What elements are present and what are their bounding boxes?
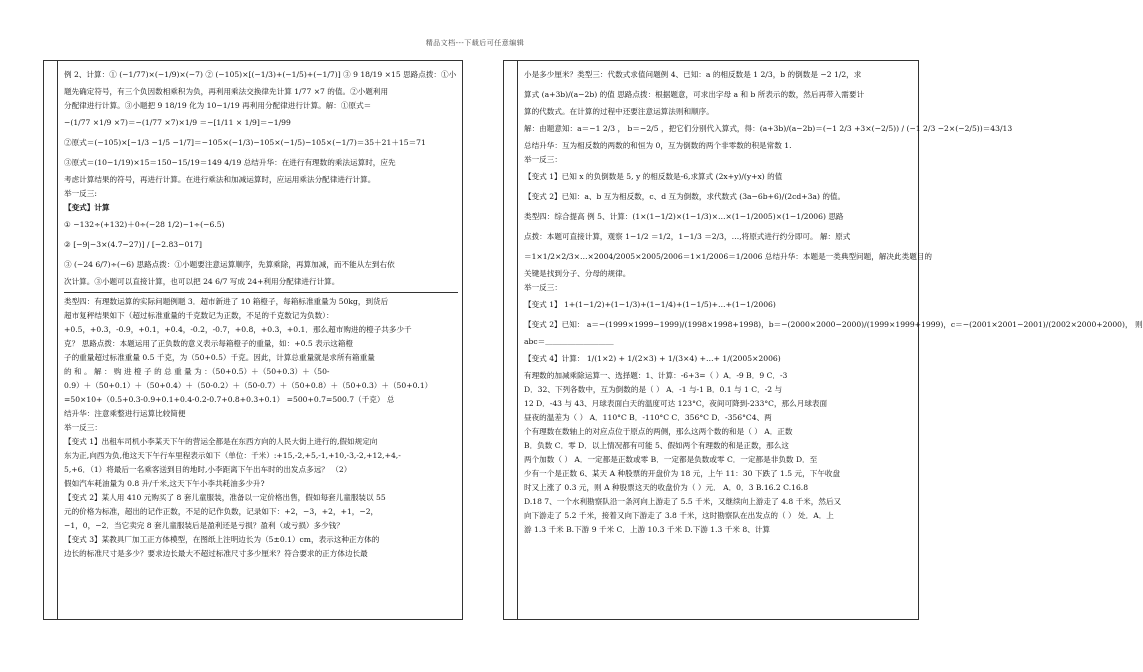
text-line: 解：由题意知：a＝−1 2/3 ， b＝−2/5 ，把它们分别代入算式，得：(a+3b)/(a−2b)＝(−1 2/3 +3×(−2/5)) / (−1 2/3 −2×(−2/5))＝43/13 xyxy=(524,124,1013,133)
text-line: abc＝＿＿＿＿＿＿＿＿＿ xyxy=(524,337,614,346)
text-line: ②原式＝(−105)×[−1/3 −1/5 −1/7]＝−105×(−1/3)−105×(−1/5)−105×(−1/7)＝35＋21＋15＝71 xyxy=(64,138,426,147)
text-line: 举一反三： xyxy=(64,423,102,432)
text-line: 总结升华：互为相反数的两数的和恒为 0，互为倒数的两个非零数的积是常数 1. xyxy=(524,141,792,150)
text-line: 游 1.3 千米 B.下游 9 千米 C．上游 10.3 千米 D.下游 1.3 千米 8、计算 xyxy=(524,525,771,534)
text-line: −1，0，−2．当它卖完 8 套儿童服装后是盈利还是亏损？盈利（或亏损）多少钱？ xyxy=(64,521,344,530)
text-line: 类型四：综合提高 例 5、计算：(1×(1−1/2)×(1−1/3)×…×(1−1/2005)×(1−1/2006) 思路 xyxy=(524,212,844,221)
text-line: 5,+6．（1）将最后一名乘客送到目的地时,小李距离下午出车时的出发点多远？ （2） xyxy=(64,465,352,474)
text-line: =50×10+（0.5+0.3-0.9+0.1+0.4-0.2-0.7+0.8+0.3+0.1） =500+0.7=500.7（千克） 总 xyxy=(64,395,395,404)
text-line: 例 2、计算：① (−1/77)×(−1/9)×(−7) ② (−105)×[(−1/3)+(−1/5)+(−1/7)] ③ 9 18/19 ×15 思路点拨：①小 xyxy=(64,70,457,79)
right-page xyxy=(503,60,1143,620)
text-line: 东为正,向西为负,他这天下午行车里程表示如下（单位：千米）:+15,-2,+5,-1,+10,-3,-2,+12,+4,- xyxy=(64,451,401,460)
text-line: 两个加数（ ） A．一定都是正数或零 B．一定都是负数或零 C．一定都是非负数 D．至 xyxy=(524,455,818,464)
text-line: 小是多少厘米？类型三：代数式求值问题例 4、已知：a 的相反数是 1 2/3，b 的倒数是 −2 1/2，求 xyxy=(524,70,862,79)
text-line: 0.9）＋（50+0.1）＋（50+0.4）＋（50-0.2）＋（50-0.7）＋（50+0.8）＋（50+0.3）＋（50+0.1） xyxy=(64,381,433,390)
text-line: 超市复秤结果如下（超过标准重量的千克数记为正数，不足的千克数记为负数）： xyxy=(64,311,334,320)
text-line: 结升华：注意乘整进行运算比较简便 xyxy=(64,409,186,418)
text-line: 【变式 2】某人用 410 元购买了 8 套儿童服装，准备以一定价格出售，假如每套儿童服装以 55 xyxy=(64,493,386,502)
text-line: 子的重量超过标准重量 0.5 千克，为（50+0.5）千克。因此，计算总重量就是求所有箱重量 xyxy=(64,353,375,362)
text-line: 边长的标准尺寸是多少？要求边长最大不超过标准尺寸多少厘米？符合要求的正方体边长最 xyxy=(64,549,368,558)
text-line: 算的代数式。在计算的过程中还要注意运算法则和顺序。 xyxy=(524,107,714,116)
text-line: 算式 (a+3b)/(a−2b) 的值 思路点拨：根据题意，可求出字母 a 和 b 所表示的数，然后再带入需要计 xyxy=(524,90,865,99)
text-line: 【变式 1】 1+(1−1/2)+(1−1/3)+(1−1/4)+(1−1/5)+…+(1−1/2006) xyxy=(524,300,776,309)
text-line: 有理数的加减乘除运算一、选择题：1、计算：-6+3=（ ）A．-9 B．9 C．-3 xyxy=(524,371,788,380)
text-line: 假如汽车耗油量为 0.8 升/千米,这天下午小李共耗油多少升? xyxy=(64,479,265,488)
text-line: −(1/77 ×1/9 ×7)＝−(1/77 ×7)×1/9 ＝−[1/11 × 1/9]＝−1/99 xyxy=(64,118,291,127)
page-header: 精品文档---下载后可任意编辑 xyxy=(425,39,525,47)
text-line: 考虑计算结果的符号，再进行计算。在进行乘法和加减运算时，应运用乘法分配律进行计算。 xyxy=(64,175,376,184)
text-line: 少有一个是正数 6、某天 A 种股票的开盘价为 18 元，上午 11：30 下跌了 1.5 元，下午收盘 xyxy=(524,469,841,478)
text-line: 向下游走了 5.2 千米，接着又向下游走了 3.8 千米，这时勘察队在出发点的（ ） 处．A．上 xyxy=(524,511,834,520)
text-line: ② [−9|−3×(4.7−27)] / [−2.83−017] xyxy=(64,240,202,249)
text-line: 元的价格为标准，超出的记作正数，不足的记作负数，记录如下：+2，−3，+2，+1，−2， xyxy=(64,507,379,516)
text-line: 时又上涨了 0.3 元，则 A 种股票这天的收盘价为（ ）元． A．0．3 B.16.2 C.16.8 xyxy=(524,483,809,492)
text-line: 【变式 2】已知： a＝−(1999×1999−1999)/(1998×1998+1998)，b＝−(2000×2000−2000)/(1999×1999+1999)，c＝−(2001×2001−2001)/(2002×2000+2000)， 则 xyxy=(524,320,1143,329)
text-line: ③ (−24 6/7)÷(−6) 思路点拨：①小题要注意运算顺序，先算乘除，再算加减，而不能从左到右依 xyxy=(64,260,395,269)
section-divider xyxy=(64,292,458,293)
text-line: 个有理数在数轴上的对应点位于原点的两侧，那么这两个数的和是（ ） A．正数 xyxy=(524,427,793,436)
text-line: 的 和 。 解 ： 购 进 橙 子 的 总 重 量 为 ：（50+0.5）＋（50+0.3）＋（50- xyxy=(64,367,330,376)
text-line: 【变式 2】已知：a、b 互为相反数，c、d 互为倒数，求代数式 (3a−6b+6)/(2cd+3a) 的值。 xyxy=(524,192,846,201)
text-line: 举一反三： xyxy=(524,155,562,164)
left-page xyxy=(43,60,463,620)
text-line: 题先确定符号，有三个负因数相乘积为负，再利用乘法交换律先计算 1/77 ×7 的值。②小题利用 xyxy=(64,87,389,96)
binding-margin xyxy=(44,61,58,619)
text-line: 12 D．-43 与 43、月球表面白天的温度可达 123°C，夜间可降到-233°C，那么月球表面 xyxy=(524,399,828,408)
text-line: 昼夜的温差为（ ） A．110°C B．-110°C C．356°C D．-356°C4、两 xyxy=(524,413,772,422)
text-line: 【变式 3】某教具厂加工正方体模型，在图纸上注明边长为（5±0.1）cm，表示这种正方体的 xyxy=(64,535,380,544)
text-line: ＝1×1/2×2/3×…×2004/2005×2005/2006＝1×1/2006＝1/2006 总结升华：本题是一类典型问题，解决此类题目的 xyxy=(524,252,932,261)
text-line: ① −132÷(+132)＋0÷(−28 1/2)−1÷(−6.5) xyxy=(64,220,225,229)
left-page-content xyxy=(64,65,458,617)
text-line: +0.5，+0.3，-0.9，+0.1，+0.4，-0.2，-0.7，+0.8，+0.3，+0.1．那么超市购进的橙子共多少千 xyxy=(64,325,412,334)
text-line: 举一反三： xyxy=(524,283,562,292)
text-line: D.18 7、一个水利勘察队沿一条河向上游走了 5.5 千米，又继续向上游走了 4.8 千米，然后又 xyxy=(524,497,842,506)
text-line: 【变式】计算 xyxy=(64,203,110,212)
binding-margin xyxy=(504,61,518,619)
text-line: D．32、下列各数中，互为倒数的是（ ） A．-1 与-1 B．0.1 与 1 C．-2 与 xyxy=(524,385,783,394)
text-line: 克？ 思路点拨：本题运用了正负数的意义表示每箱橙子的重量，如：+0.5 表示这箱橙 xyxy=(64,339,354,348)
text-line: 【变式 1】已知 x 的负倒数是 5, y 的相反数是-6,求算式 (2x+y)/(y+x) 的值 xyxy=(524,172,783,181)
text-line: 类型四：有理数运算的实际问题例题 3．超市新进了 10 箱橙子，每箱标准重量为 50kg，到货后 xyxy=(64,297,389,306)
text-line: 关键是找到分子、分母的规律。 xyxy=(524,269,631,278)
text-line: 【变式 1】出租车司机小李某天下午的营运全都是在东西方向的人民大街上进行的,假如规定向 xyxy=(64,437,378,446)
text-line: 分配律进行计算。③小题把 9 18/19 化为 10−1/19 再利用分配律进行计算。解：①原式＝ xyxy=(64,101,372,110)
right-page-content xyxy=(524,65,1143,617)
text-line: 点拨：本题可直接计算，观察 1−1/2 ＝1/2，1−1/3 ＝2/3，…,将原式进行约分即可。 解：原式 xyxy=(524,232,851,241)
text-line: 举一反三: xyxy=(64,189,97,198)
text-line: ③原式＝(10−1/19)×15＝150−15/19＝149 4/19 总结升华：在进行有理数的乘法运算时，应先 xyxy=(64,158,396,167)
text-line: B．负数 C．零 D．以上情况都有可能 5、假如两个有理数的和是正数，那么这 xyxy=(524,441,789,450)
text-line: 次计算。③小题可以直接计算，也可以把 24 6/7 写成 24+利用分配律进行计算。 xyxy=(64,277,340,286)
text-line: 【变式 4】计算： 1/(1×2) + 1/(2×3) + 1/(3×4) +…+ 1/(2005×2006) xyxy=(524,354,781,363)
